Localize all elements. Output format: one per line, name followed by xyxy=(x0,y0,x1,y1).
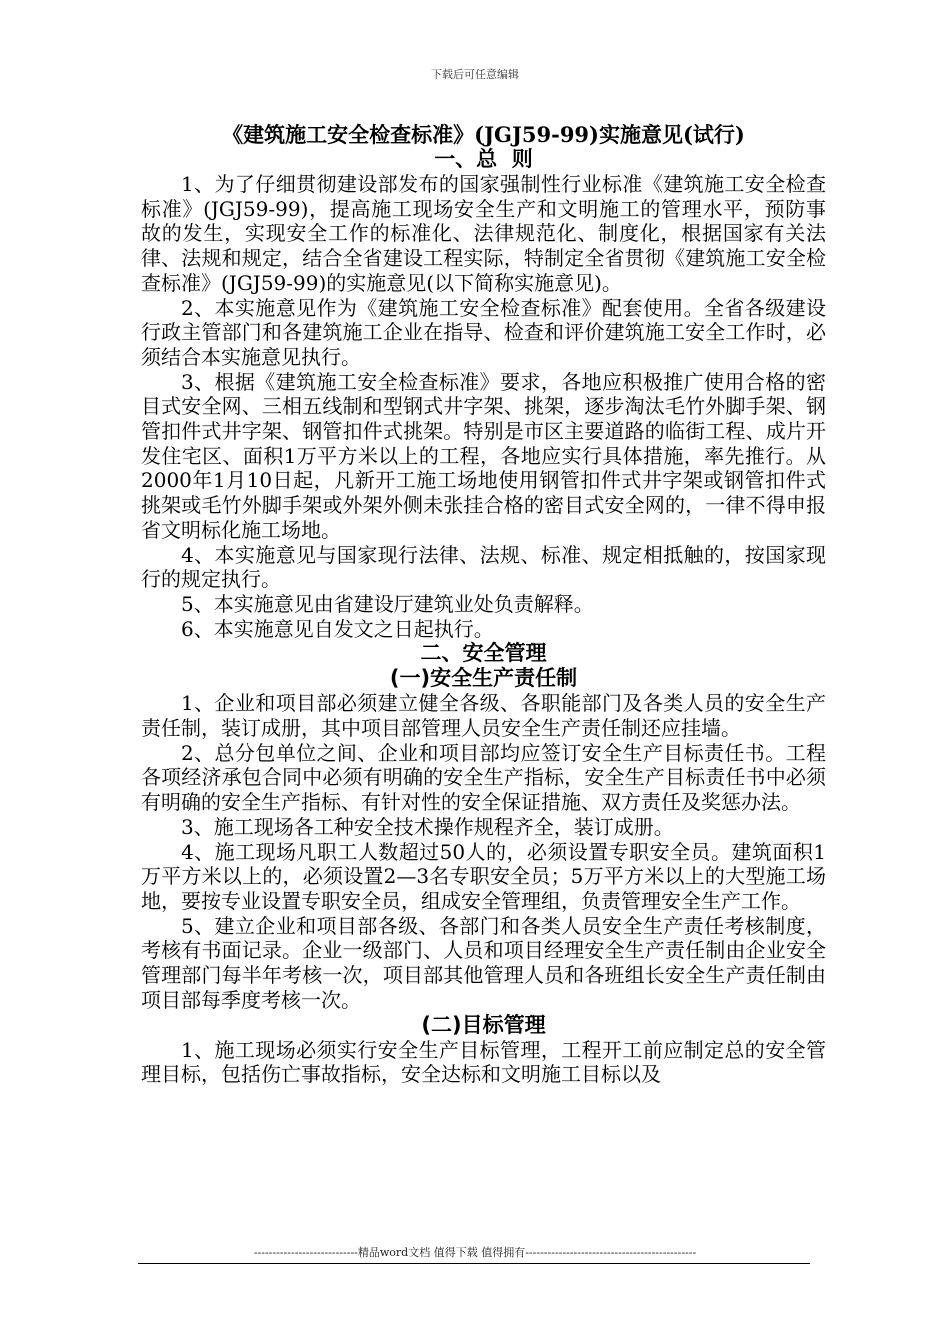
header-note: 下载后可任意编辑 xyxy=(431,68,519,81)
section-1-paragraph: 3、根据《建筑施工安全检查标准》要求，各地应积极推广使用合格的密目式安全网、三相五线制和型钢式井字架、挑架，逐步淘汰毛竹外脚手架、钢管扣件式井字架、钢管扣件式挑架。特别是市区主要道路的临街工程、成片开发住宅区、面积1万平方米以上的工程，各地应实行具体措施，率先推行。从2000年1月10日起，凡新开工施工场地使用钢管扣件式井字架或钢管扣件式挑架或毛竹外脚手架或外架外侧未张挂合格的密目式安全网的，一律不得申报省文明标化施工场地。 xyxy=(141,369,826,542)
subsection-1-paragraph: 1、企业和项目部必须建立健全各级、各职能部门及各类人员的安全生产责任制，装订成册，其中项目部管理人员安全生产责任制还应挂墙。 xyxy=(141,691,826,741)
section-1-paragraph: 1、为了仔细贯彻建设部发布的国家强制性行业标准《建筑施工安全检查标准》(JGJ59-99)，提高施工现场安全生产和文明施工的管理水平，预防事故的发生，实现安全工作的标准化、法律规范化、制度化，根据国家有关法律、法规和规定，结合全省建设工程实际，特制定全省贯彻《建筑施工安全检查标准》(JGJ59-99)的实施意见(以下简称实施意见)。 xyxy=(141,172,826,295)
subsection-1-paragraph: 5、建立企业和项目部各级、各部门和各类人员安全生产责任考核制度，考核有书面记录。企业一级部门、人员和项目经理安全生产责任制由企业安全管理部门每半年考核一次，项目部其他管理人员和各班组长安全生产责任制由项目部每季度考核一次。 xyxy=(141,913,826,1012)
section-1-paragraph: 6、本实施意见自发文之日起执行。 xyxy=(181,616,494,641)
footer-note: ----------------------------精品word文档 值得下载 值得拥有---------------------------------------------- xyxy=(253,1246,697,1259)
subsection-1-heading: (一)安全生产责任制 xyxy=(389,666,578,691)
subsection-1-paragraph: 3、施工现场各工种安全技术操作规程齐全，装订成册。 xyxy=(181,814,674,839)
section-1-paragraph: 2、本实施意见作为《建筑施工安全检查标准》配套使用。全省各级建设行政主管部门和各建筑施工企业在指导、检查和评价建筑施工安全工作时，必须结合本实施意见执行。 xyxy=(141,295,826,369)
section-1-heading: 一、总 则 xyxy=(434,147,533,171)
section-1-paragraph: 4、本实施意见与国家现行法律、法规、标准、规定相抵触的，按国家现行的规定执行。 xyxy=(141,542,826,592)
document-title: 《建筑施工安全检查标准》(JGJ59-99)实施意见(试行) xyxy=(222,122,745,147)
footer-rule xyxy=(138,1263,810,1264)
section-2-heading: 二、安全管理 xyxy=(420,641,547,666)
section-1-paragraph: 5、本实施意见由省建设厅建筑业处负责解释。 xyxy=(181,591,594,616)
subsection-1-paragraph: 4、施工现场凡职工人数超过50人的，必须设置专职安全员。建筑面积1万平方米以上的，必须设置2—3名专职安全员；5万平方米以上的大型施工场地，要按专业设置专职安全员，组成安全管理组，负责管理安全生产工作。 xyxy=(141,839,826,913)
document-body xyxy=(141,122,826,1087)
subsection-2-heading: (二)目标管理 xyxy=(421,1012,546,1037)
subsection-1-paragraph: 2、总分包单位之间、企业和项目部均应签订安全生产目标责任书。工程各项经济承包合同中必须有明确的安全生产指标，安全生产目标责任书中必须有明确的安全生产指标、有针对性的安全保证措施、双方责任及奖惩办法。 xyxy=(141,740,826,815)
subsection-2-paragraph: 1、施工现场必须实行安全生产目标管理，工程开工前应制定总的安全管理目标，包括伤亡事故指标，安全达标和文明施工目标以及 xyxy=(141,1037,826,1087)
